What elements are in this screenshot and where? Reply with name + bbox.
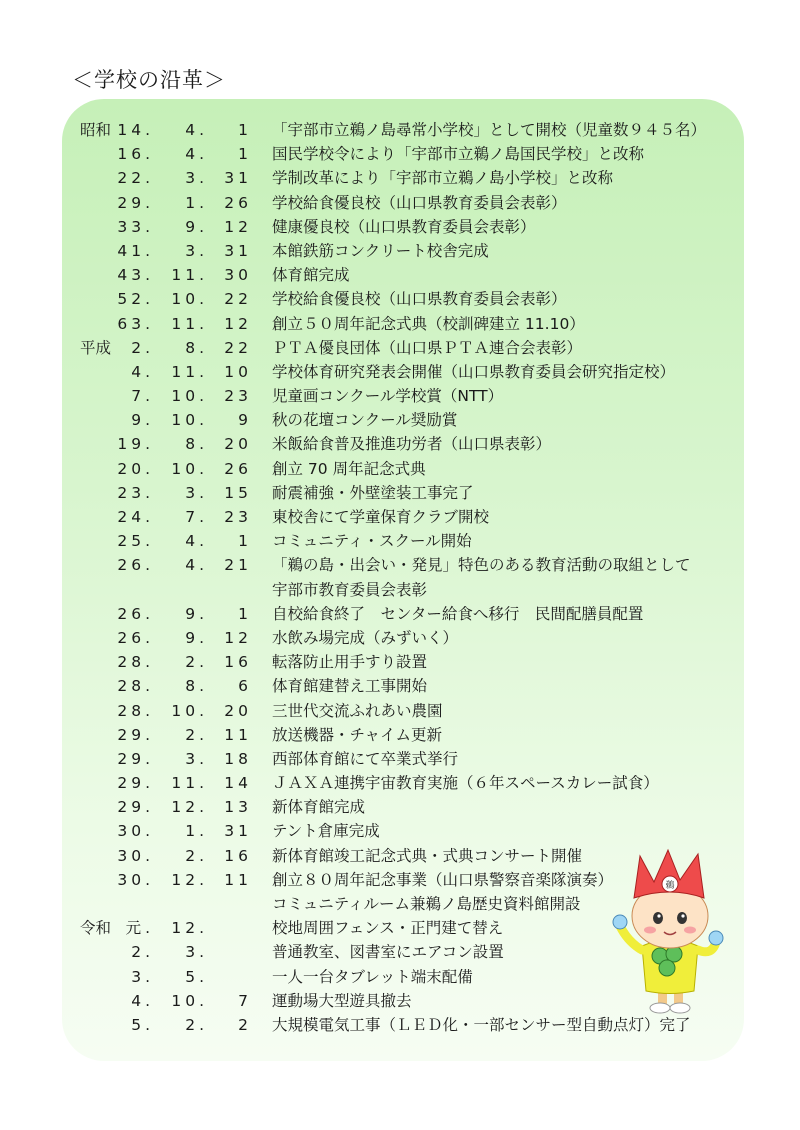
day: 16 (224, 653, 252, 672)
day: 1 (238, 604, 252, 623)
history-row (62, 287, 744, 311)
month: 12. (171, 870, 208, 889)
year: 5. (131, 1015, 154, 1034)
day: 1 (238, 532, 252, 551)
event-text: 秋の花壇コンクール奨励賞 (272, 411, 458, 430)
day: 13 (224, 798, 252, 817)
day: 31 (224, 241, 252, 260)
year: 43. (117, 266, 154, 285)
day: 10 (224, 362, 252, 381)
month: 2. (185, 1015, 208, 1034)
year: 22. (117, 169, 154, 188)
year: 29. (117, 725, 154, 744)
month: 10. (171, 411, 208, 430)
history-row (62, 166, 744, 190)
month: 8. (185, 435, 208, 454)
day: 31 (224, 169, 252, 188)
history-row (62, 239, 744, 263)
day: 26 (224, 459, 252, 478)
event-text: 国民学校令により「宇部市立鵜ノ島国民学校」と改称 (272, 145, 645, 164)
event-text: 創立 70 周年記念式典 (272, 459, 426, 478)
event-text: 健康優良校（山口県教育委員会表彰） (272, 217, 536, 236)
month: 3. (185, 943, 208, 962)
year: 29. (117, 749, 154, 768)
event-text: 学校体育研究発表会開催（山口県教育委員会研究指定校） (272, 362, 676, 381)
event-text: 学校給食優良校（山口県教育委員会表彰） (272, 193, 567, 212)
year: 28. (117, 701, 154, 720)
month: 11. (171, 266, 208, 285)
month: 1. (185, 193, 208, 212)
event-text: 児童画コンクール学校賞（NTT） (272, 387, 504, 406)
history-row (62, 650, 744, 674)
year: 16. (117, 145, 154, 164)
month: 5. (185, 967, 208, 986)
day: 9 (238, 411, 252, 430)
year: 30. (117, 846, 154, 865)
year: 9. (131, 411, 154, 430)
year: 28. (117, 653, 154, 672)
event-text: テント倉庫完成 (272, 822, 380, 841)
month: 10. (171, 459, 208, 478)
era-label: 昭和 (80, 121, 112, 139)
year: 29. (117, 193, 154, 212)
year: 14. (117, 121, 154, 139)
month: 11. (171, 774, 208, 793)
month: 12. (171, 919, 208, 938)
month: 3. (185, 169, 208, 188)
month: 9. (185, 628, 208, 647)
history-row (62, 795, 744, 819)
event-text: 「鵜の島・出会い・発見」特色のある教育活動の取組として (272, 556, 691, 575)
day: 22 (224, 290, 252, 309)
history-row (62, 674, 744, 698)
year: 26. (117, 628, 154, 647)
year: 29. (117, 774, 154, 793)
event-text: 米飯給食普及推進功労者（山口県表彰） (272, 435, 552, 454)
history-row (62, 360, 744, 384)
event-text: 一人一台タブレット端末配備 (272, 967, 473, 986)
history-row (62, 432, 744, 456)
day: 23 (224, 387, 252, 406)
day: 12 (224, 628, 252, 647)
year: 20. (117, 459, 154, 478)
history-row (62, 723, 744, 747)
year: 元. (125, 919, 154, 938)
month: 10. (171, 290, 208, 309)
year: 7. (131, 387, 154, 406)
day: 22 (224, 338, 252, 357)
day: 26 (224, 193, 252, 212)
event-text: 普通教室、図書室にエアコン設置 (272, 943, 504, 962)
event-text: 耐震補強・外壁塗装工事完了 (272, 483, 474, 502)
day: 12 (224, 217, 252, 236)
month: 11. (171, 362, 208, 381)
history-row (62, 602, 744, 626)
event-text: 自校給食終了 センター給食へ移行 民間配膳員配置 (272, 604, 644, 623)
history-row (62, 1013, 744, 1037)
day: 7 (238, 991, 252, 1010)
month: 10. (171, 991, 208, 1010)
day: 6 (238, 677, 252, 696)
month: 7. (185, 508, 208, 526)
year: 26. (117, 556, 154, 575)
history-row (62, 529, 744, 553)
history-row (62, 336, 744, 360)
history-row (62, 481, 744, 505)
month: 3. (185, 749, 208, 768)
history-row (62, 408, 744, 432)
event-text: 創立８０周年記念事業（山口県警察音楽隊演奏） (272, 870, 614, 889)
year: 41. (117, 241, 154, 260)
year: 24. (117, 508, 154, 526)
event-text: 放送機器・チャイム更新 (272, 725, 443, 744)
event-text: ＰＴＡ優良団体（山口県ＰＴＡ連合会表彰） (272, 338, 583, 357)
year: 23. (117, 483, 154, 502)
day: 11 (224, 725, 252, 744)
event-text: ＪＡＸＡ連携宇宙教育実施（６年スペースカレー試食） (272, 774, 659, 793)
month: 1. (185, 822, 208, 841)
event-text: 学制改革により「宇部市立鵜ノ島小学校」と改称 (272, 169, 614, 188)
day: 31 (224, 822, 252, 841)
day: 30 (224, 266, 252, 285)
event-text: 三世代交流ふれあい農園 (272, 701, 443, 720)
event-text: 水飲み場完成（みずいく） (272, 628, 459, 647)
month: 8. (185, 338, 208, 357)
year: 28. (117, 677, 154, 696)
event-text: 運動場大型遊具撤去 (272, 991, 412, 1010)
year: 2. (131, 338, 154, 357)
day: 20 (224, 435, 252, 454)
history-row (62, 457, 744, 481)
event-text: 学校給食優良校（山口県教育委員会表彰） (272, 290, 567, 309)
day: 21 (224, 556, 252, 575)
day: 23 (224, 508, 252, 526)
day: 14 (224, 774, 252, 793)
mascot-character (612, 846, 728, 1016)
year: 2. (131, 943, 154, 962)
year: 30. (117, 822, 154, 841)
month: 8. (185, 677, 208, 696)
history-row (62, 263, 744, 287)
event-text: 宇部市教育委員会表彰 (272, 580, 428, 599)
day: 11 (224, 870, 252, 889)
month: 3. (185, 483, 208, 502)
history-row (62, 819, 744, 843)
month: 2. (185, 653, 208, 672)
month: 11. (171, 314, 208, 333)
year: 33. (117, 217, 154, 236)
year: 4. (131, 991, 154, 1010)
year: 29. (117, 798, 154, 817)
history-row (62, 505, 744, 529)
day: 20 (224, 701, 252, 720)
event-text: 体育館建替え工事開始 (272, 677, 428, 696)
history-row (62, 553, 744, 577)
year: 3. (131, 967, 154, 986)
event-text: 創立５０周年記念式典（校訓碑建立 11.10） (272, 314, 585, 333)
history-row (62, 578, 744, 602)
event-text: 転落防止用手すり設置 (272, 653, 428, 672)
event-text: 校地周囲フェンス・正門建て替え (272, 919, 504, 938)
event-text: コミュニティルーム兼鵜ノ島歴史資料館開設 (272, 895, 581, 913)
history-row (62, 191, 744, 215)
month: 4. (185, 121, 208, 139)
day: 1 (238, 145, 252, 164)
month: 9. (185, 604, 208, 623)
year: 30. (117, 870, 154, 889)
event-text: 西部体育館にて卒業式挙行 (272, 749, 459, 768)
year: 63. (117, 314, 154, 333)
event-text: コミュニティ・スクール開始 (272, 532, 472, 551)
event-text: 新体育館完成 (272, 798, 366, 817)
page-title: ＜学校の沿革＞ (72, 68, 226, 92)
month: 12. (171, 798, 208, 817)
year: 52. (117, 290, 154, 309)
month: 3. (185, 241, 208, 260)
history-row (62, 747, 744, 771)
year: 4. (131, 362, 154, 381)
history-row (62, 699, 744, 723)
history-row (62, 118, 744, 142)
era-label: 令和 (80, 919, 112, 938)
era-label: 平成 (80, 338, 112, 357)
mascot-badge-text: 鵜 (665, 881, 675, 891)
history-row (62, 626, 744, 650)
history-row (62, 312, 744, 336)
month: 4. (185, 145, 208, 164)
history-row (62, 215, 744, 239)
year: 19. (117, 435, 154, 454)
month: 4. (185, 556, 208, 575)
history-row (62, 771, 744, 795)
year: 26. (117, 604, 154, 623)
day: 18 (224, 749, 252, 768)
day: 12 (224, 314, 252, 333)
day: 16 (224, 846, 252, 865)
day: 2 (238, 1015, 252, 1034)
event-text: 本館鉄筋コンクリート校舎完成 (272, 241, 489, 260)
year: 25. (117, 532, 154, 551)
event-text: 東校舎にて学童保育クラブ開校 (272, 508, 490, 526)
event-text: 新体育館竣工記念式典・式典コンサート開催 (272, 846, 583, 865)
month: 10. (171, 387, 208, 406)
month: 9. (185, 217, 208, 236)
month: 2. (185, 725, 208, 744)
day: 1 (238, 121, 252, 139)
event-text: 「宇部市立鵜ノ島尋常小学校」として開校（児童数９４５名） (272, 121, 707, 139)
event-text: 体育館完成 (272, 266, 350, 285)
event-text: 大規模電気工事（ＬＥＤ化・一部センサー型自動点灯）完了 (272, 1015, 691, 1034)
history-row (62, 384, 744, 408)
month: 4. (185, 532, 208, 551)
month: 10. (171, 701, 208, 720)
day: 15 (224, 483, 252, 502)
history-row (62, 142, 744, 166)
month: 2. (185, 846, 208, 865)
